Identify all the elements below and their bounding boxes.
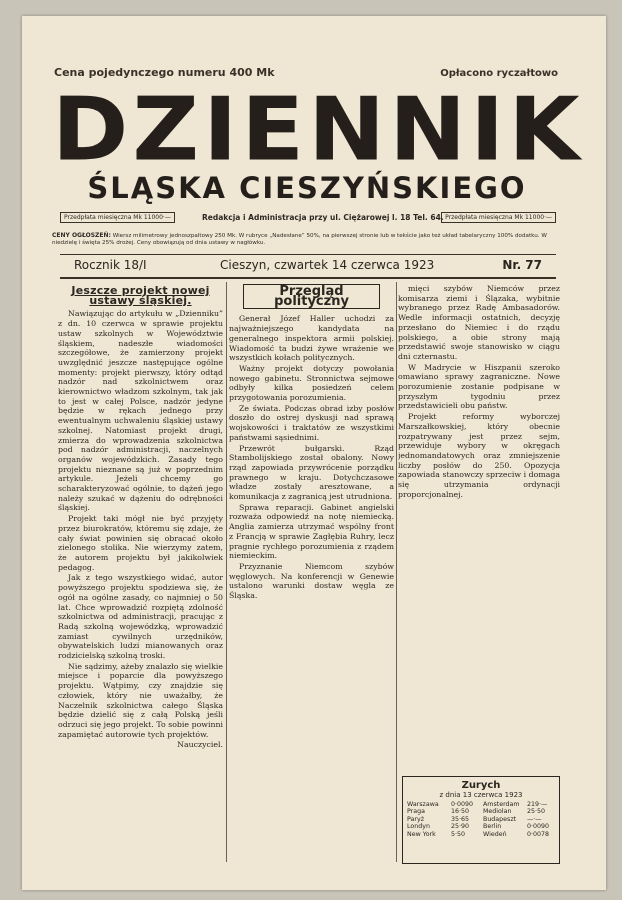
exchange-row bbox=[403, 801, 559, 808]
column-3 bbox=[398, 284, 560, 770]
advertising-rates-label: CENY OGŁOSZEŃ: bbox=[52, 232, 111, 239]
exchange-rate: 25·50 bbox=[527, 808, 546, 816]
divider-bottom bbox=[60, 277, 556, 279]
exchange-row bbox=[403, 808, 559, 815]
exchange-rate: —·— bbox=[527, 815, 542, 823]
advertising-rates bbox=[52, 232, 562, 248]
column-rule-1 bbox=[226, 282, 227, 862]
article-headline: Jeszcze projekt nowej ustawy śląskiej. bbox=[71, 284, 210, 307]
article-paragraph: Ze świata. Podczas obrad izby posłów doszło do ostrej dyskusji nad sprawą wojskowości i traktatów ze wszystkimi państwami sąsiednimi. bbox=[229, 403, 394, 442]
article-paragraph: Nawiązując do artykułu w „Dzienniku” z dn. 10 czerwca w sprawie projektu ustaw szkolnych w Województwie śląskiem, nadeszłe wiadomości szczegółowe, że zamierzony projekt uwzględnić jeszcze następujące ogólne momenty: projekt pierwszy, który odtąd nadzór nad szkolnictwem oraz kierownictwo władzom szkolnym, tak jak to jest w całej Polsce, nadzór jedyne będzie w rękach jednego przy ewentualnym uchwaleniu śląskiej ustawy szkolnej. Natomiast projekt drugi, zmierza do wprowadzenia szkolnictwa pod nadzór administracji, naczelnych organów wojewódzkich. Zasady tego projektu nieznane są już w poprzednim artykule. Jeżeli chcemy go scharakteryzować ogólnie, to dążeń jego należy szukać w dążeniu do odrębności śląskiej. bbox=[58, 309, 223, 513]
article-paragraph: Przyznanie Niemcom szybów węglowych. Na konferencji w Genewie ustalono warunki dostaw węgla ze Śląska. bbox=[229, 561, 394, 601]
article-paragraph: mięci szybów Niemców przez komisarza ziemi i Ślązaka, wybitnie wybranego przez Radę Ambasadorów. Wedle informacji ostatnich, decyzję przesłano do Niemiec i do rządu polskiego, a obie strony mają przedstawić swoje stanowisko w ciągu dni czternastu. bbox=[398, 284, 560, 361]
masthead bbox=[52, 78, 584, 205]
exchange-city: Londyn bbox=[407, 823, 430, 831]
article-paragraph: Projekt taki mógł nie być przyjęty przez biurokratów, któremu się zdaje, że cały świat powinien się obracać około zielonego stolika. Nie wierzymy zatem, że autorem projektu był jakikolwiek pedagog. bbox=[58, 514, 223, 572]
exchange-city: Budapeszt bbox=[483, 815, 517, 823]
exchange-row bbox=[403, 831, 559, 838]
article-paragraph: Sprawa reparacji. Gabinet angielski rozważa odpowiedź na notę niemiecką. Anglia zamierza utrzymać wspólny front z Francją w sprawie Zagłębia Ruhry, lecz pragnie rychłego porozumienia z rządem niemieckim. bbox=[229, 502, 394, 561]
column-rule-2 bbox=[396, 282, 397, 862]
masthead-title: DZIENNIK bbox=[52, 78, 584, 181]
column-2 bbox=[229, 284, 394, 867]
info-bar bbox=[52, 210, 562, 228]
exchange-rates-date: z dnia 13 czerwca 1923 bbox=[439, 791, 523, 799]
article-paragraph: W Madrycie w Hiszpanii szeroko omawiano sprawy zagraniczne. Nowe porozumienie zostanie podpisane w przyszłym tygodniu przez przedstawicieli obu państw. bbox=[398, 362, 560, 411]
masthead-subtitle: ŚLĄSKA CIESZYŃSKIEGO bbox=[87, 171, 527, 205]
exchange-rate: 0·0078 bbox=[527, 830, 550, 838]
issue-number: Nr. 77 bbox=[502, 258, 542, 272]
divider-top bbox=[60, 254, 556, 255]
exchange-rates-title: Zurych bbox=[461, 780, 501, 791]
subscription-box-left: Przedpłata miesięczna Mk 11000·— bbox=[60, 212, 175, 223]
editorial-address: Redakcja i Administracja przy ul. Ciężarowej l. 18 Tel. 64. bbox=[202, 213, 444, 222]
article-paragraph: Ważny projekt dotyczy powołania nowego gabinetu. Stronnictwa sejmowe odbyły kilka posiedzeń celem przygotowania porozumienia. bbox=[229, 363, 394, 403]
exchange-city: Wiedeń bbox=[483, 830, 507, 838]
exchange-rate: 35·65 bbox=[451, 815, 470, 823]
article-paragraph: Nie sądzimy, ażeby znalazło się wielkie miejsce i poparcie dla powyższego projektu. Wątpimy, czy znajdzie się człowiek, który nie uważałby, że Naczelnik szkolnictwa całego Śląska będzie dzielić się z całą Polską jeśli odrzuci się jego projekt. To sobie powinni zapamiętać autorowie tych projektów. bbox=[58, 661, 223, 739]
subscription-box-right: Przedpłata miesięczna Mk 11000·— bbox=[441, 212, 556, 223]
article-signature: Nauczyciel. bbox=[177, 740, 223, 750]
exchange-city: Praga bbox=[407, 808, 425, 816]
exchange-rate: 0·0090 bbox=[451, 801, 474, 808]
exchange-rate: 25·90 bbox=[451, 823, 470, 831]
exchange-rate: 16·50 bbox=[451, 808, 470, 816]
exchange-city: Mediolan bbox=[483, 808, 512, 816]
price-notice: Cena pojedynczego numeru 400 Mk bbox=[54, 66, 275, 79]
postage-paid-notice: Opłacono ryczałtowo bbox=[440, 68, 558, 79]
exchange-city: Berlin bbox=[483, 823, 502, 831]
article-paragraph: Projekt reformy wyborczej Marszałkowskiej, który obecnie rozpatrywany jest przez sejm, przewiduje wybory w okręgach jednomandatowych oraz zmniejszenie liczby posłów do 250. Opozycja zapowiada stanowczy sprzeciw i domaga się utrzymania ordynacji proporcjonalnej. bbox=[398, 412, 560, 499]
exchange-city: Paryż bbox=[407, 815, 424, 823]
exchange-city: Amsterdam bbox=[483, 801, 520, 808]
exchange-row bbox=[403, 823, 559, 830]
column-1 bbox=[58, 284, 223, 867]
advertising-rates-text: Wiersz milimetrowy jednoszpaltowy 250 Mk. W rubryce „Nadesłane” 50%, na pierwszej stronie lub w tekście jako też układ tabelaryczny 100% dodatku. W niedzielę i święta 25% drożej. Ceny obowiązują od dnia ustawy w nagłówku. bbox=[52, 233, 547, 247]
section-heading: Przegląd polityczny bbox=[243, 284, 380, 309]
article-paragraph: Jak z tego wszystkiego widać, autor powyższego projektu spodziewa się, że ogół na ogólne zasady, co najmniej o 50 lat. Chce wprowadzić rozpiętą zdolność szkolnictwa od administracji, pracując z Radą szkolną wojewódzką, wprowadzić zamiast cywilnych urzędników, obywatelskich ludzi mianowanych oraz rodzicielską szkolną troski. bbox=[58, 573, 223, 661]
exchange-row bbox=[403, 816, 559, 823]
issue-date: Cieszyn, czwartek 14 czerwca 1923 bbox=[220, 258, 435, 272]
exchange-city: Warszawa bbox=[407, 801, 439, 808]
exchange-rate: 219·— bbox=[527, 801, 548, 808]
dateline bbox=[60, 256, 556, 276]
exchange-city: New York bbox=[407, 830, 436, 838]
exchange-rate: 0·0090 bbox=[527, 823, 550, 831]
article-paragraph: Generał Józef Haller uchodzi za najważniejszego kandydata na generalnego inspektora armii polskiej. Wiadomość ta budzi żywe wrażenie we wszystkich kołach politycznych. bbox=[229, 314, 394, 363]
volume-label: Rocznik 18/I bbox=[74, 258, 147, 272]
exchange-rates-box bbox=[402, 776, 560, 864]
exchange-rate: 5·50 bbox=[451, 830, 466, 838]
article-paragraph: Przewrót bułgarski. Rząd Stambolijskiego został obalony. Nowy rząd zapowiada przywrócenie porządku prawnego w kraju. Dotychczasowe władze zostały aresztowane, a komunikacja z zagranicą jest utrudniona. bbox=[229, 443, 394, 502]
